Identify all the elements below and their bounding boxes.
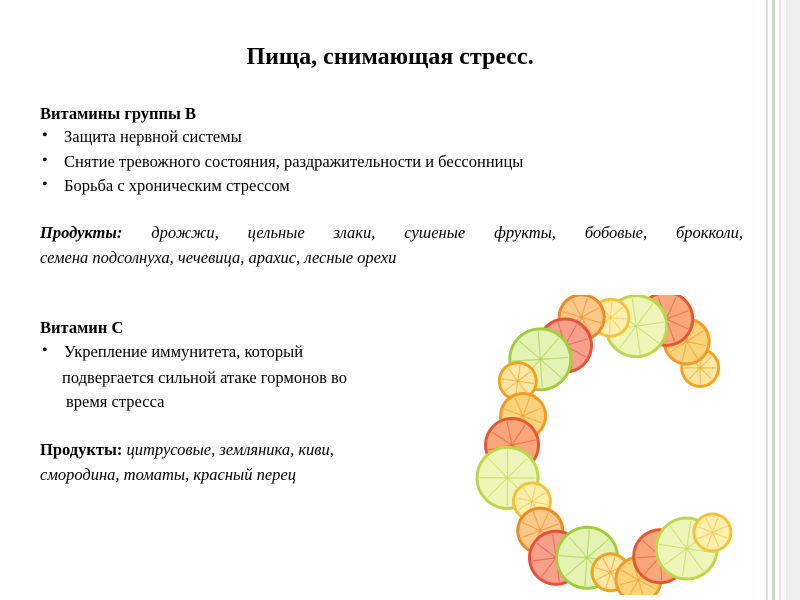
citrus-slice [692,512,732,552]
vitamin-c-products-line2: смородина, томаты, красный перец [40,465,296,484]
vitamin-c-bullet-line: подвергается сильной атаке гормонов во [62,368,347,387]
bullet-icon: • [42,152,48,169]
vitamin-c-bullet-line: время стресса [66,392,165,411]
vitamin-c-products-line1 [40,440,334,460]
vitamin-c-heading: Витамин С [40,318,124,337]
edge-stripe [772,0,775,600]
vitamin-b-bullet: Защита нервной системы [64,127,242,146]
edge-stripe [766,0,768,600]
vitamin-b-heading: Витамины группы В [40,104,197,123]
vitamin-b-bullet: Борьба с хроническим стрессом [64,176,290,195]
vitamin-b-products-line1 [40,223,743,243]
bullet-icon: • [42,127,48,144]
products-text: дрожжи, цельные злаки, сушеные фрукты, бобовые, брокколи, [151,223,744,242]
products-label: Продукты: [40,223,123,242]
slide-title: Пища, снимающая стресс. [246,44,534,70]
vitamin-b-bullet: Снятие тревожного состояния, раздражительности и бессонницы [64,152,524,171]
edge-stripe [786,0,800,600]
bullet-icon: • [42,342,48,359]
vitamin-b-products-line2: семена подсолнуха, чечевица, арахис, лесные орехи [40,248,397,267]
products-label: Продукты: [40,440,123,459]
citrus-letter-c-image [470,295,760,595]
products-text: цитрусовые, земляника, киви, [126,440,334,459]
edge-stripe [779,0,781,600]
bullet-icon: • [42,176,48,193]
vitamin-c-bullet-line: Укрепление иммунитета, который [64,342,304,361]
